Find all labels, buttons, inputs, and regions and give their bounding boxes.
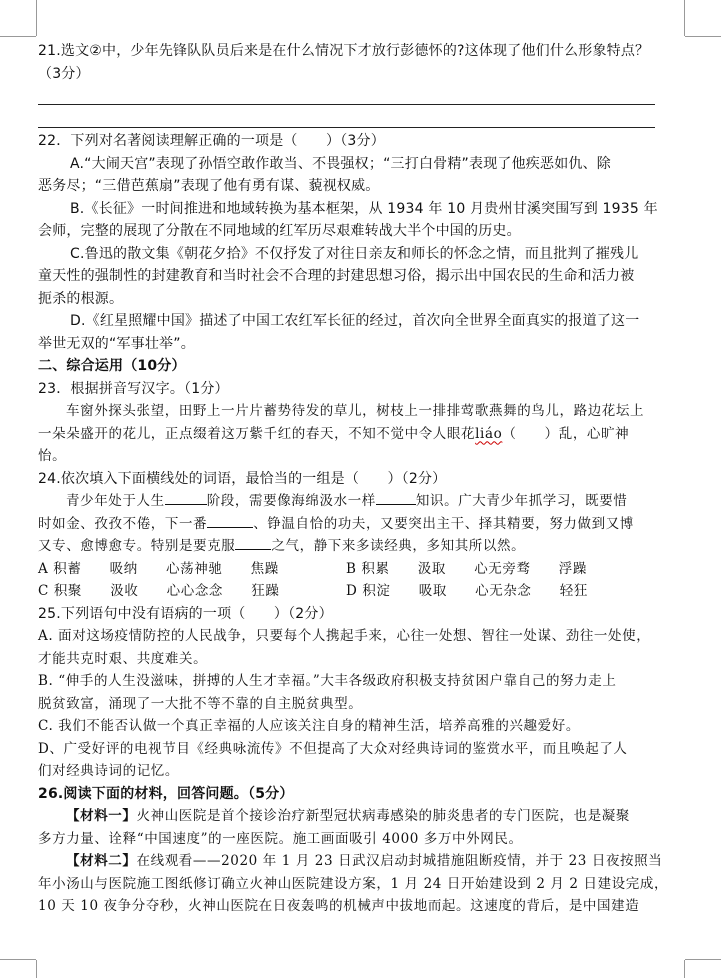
question-22-stem: 22．下列对名著阅读理解正确的一项是（ ）（3分）: [38, 133, 385, 149]
material-1: [38, 805, 688, 828]
question-26-stem: 26.阅读下面的材料，回答问题。（5分）: [38, 785, 294, 802]
option-c-cont: 童天性的强制性的封建教育和当时社会不合理的封建思想习俗，揭示出中国农民的生命和活力被: [38, 268, 635, 284]
material-2: [38, 850, 688, 873]
passage-text: 时如金、孜孜不倦，下一番: [38, 515, 208, 532]
passage-text: 之气，静下来多读经典，多知其所以然。: [271, 538, 526, 554]
option-d: D.《红星照耀中国》描述了中国工农红军长征的经过，首次向全世界全面真实的报道了这一: [70, 313, 640, 329]
question-21-text: 21.选文②中，少年先锋队队员后来是在什么情况下才放行彭德怀的?这体现了他们什么形象特点？: [38, 43, 650, 59]
question-22: [38, 130, 688, 355]
crop-mark: [684, 0, 685, 36]
question-21: [38, 40, 688, 130]
question-21-score: （3分）: [38, 65, 90, 82]
question-24-passage: [38, 535, 688, 558]
crop-mark: [0, 36, 36, 37]
question-24-passage: [38, 513, 688, 536]
option-c-cont: 扼杀的根源。: [38, 290, 124, 307]
fill-blank[interactable]: [165, 490, 207, 505]
option-c: C.鲁迅的散文集《朝花夕拾》不仅抒发了对往日亲友和师长的怀念之情，而且批判了摧残儿: [70, 245, 639, 262]
question-23-passage: 怡。: [38, 448, 67, 464]
option-d[interactable]: D 积淀 吸取 心无杂念 轻狂: [346, 583, 588, 599]
crop-mark: [685, 959, 721, 960]
question-26: [38, 783, 688, 918]
question-23-stem: 23．根据拼音写汉字。（1分）: [38, 380, 229, 397]
answer-line[interactable]: [38, 85, 688, 108]
question-24: [38, 468, 688, 603]
pinyin: liáo: [475, 425, 503, 442]
material-2-cont: 10 天 10 夜争分夺秒，火神山医院在日夜轰鸣的机械声中拔地而起。这速度的背后，是中国建造: [38, 898, 640, 914]
passage-text: 一朵朵盛开的花儿，正点缀着这万紫千红的春天，不知不觉中令人眼花: [38, 425, 476, 442]
option-d: D、广受好评的电视节目《经典咏流传》不但提高了大众对经典诗词的鉴赏水平，而且唤起了人: [38, 740, 628, 757]
material-text: 在线观看——2020 年 1 月 23 日武汉启动封城措施阻断疫情，并于 23 日夜按照当: [136, 853, 663, 869]
option-b-cont: 脱贫致富，涌现了一大批不等不靠的自主脱贫典型。: [38, 695, 363, 712]
material-1-cont: 多方力量、诠释“中国速度”的一座医院。施工画面吸引 4000 多万中外网民。: [38, 830, 523, 847]
options-row: [38, 558, 688, 581]
option-a-cont: 恶务尽；“三借芭蕉扇”表现了他有勇有谋、藐视权威。: [38, 178, 380, 194]
option-b[interactable]: B 积累 汲取 心无旁骛 浮躁: [346, 560, 588, 577]
option-d-cont: 举世无双的“军事壮举”。: [38, 335, 195, 352]
crop-mark: [0, 959, 36, 960]
fill-blank[interactable]: [207, 513, 253, 528]
answer-line[interactable]: [38, 108, 688, 131]
option-a: A.“大闹天宫”表现了孙悟空敢作敢当、不畏强权；“三打白骨精”表现了他疾恶如仇、除: [70, 155, 611, 172]
material-text: 火神山医院是首个接诊治疗新型冠状病毒感染的肺炎患者的专门医院，也是凝聚: [136, 808, 630, 824]
passage-text: 、铮温自恰的功夫，又要突出主干、择其精要，努力做到又博: [253, 515, 634, 532]
question-23-passage: [38, 423, 688, 446]
fill-blank[interactable]: [235, 535, 271, 550]
passage-text: 知识。广大青少年抓学习，既要惜: [415, 493, 628, 509]
question-25-stem: 25.下列语句中没有语病的一项（ ）（2分）: [38, 605, 333, 622]
blank-paren[interactable]: （ ）乱，心旷神: [502, 425, 630, 442]
section-heading: 二、综合运用（10分）: [38, 358, 186, 374]
crop-mark: [36, 960, 37, 978]
question-25: [38, 603, 688, 783]
question-24-passage: [38, 490, 688, 513]
question-24-stem: 24.依次填入下面横线处的词语，最恰当的一组是（ ）（2分）: [38, 470, 447, 487]
option-a[interactable]: A 积蓄 吸纳 心荡神驰 焦躁: [38, 560, 279, 577]
options-row: [38, 580, 688, 603]
option-a: A. 面对这场疫情防控的人民战争，只要每个人携起手来，心往一处想、智往一处谋、劲往一处使，: [38, 628, 651, 644]
option-c[interactable]: C 积聚 汲收 心心念念 狂躁: [38, 583, 280, 599]
crop-mark: [36, 0, 37, 36]
fill-blank[interactable]: [376, 490, 416, 505]
option-b: B.《长征》一时间推进和地域转换为基本框架，从 1934 年 10 月贵州甘溪突围写到 1935 年: [70, 200, 658, 217]
option-d-cont: 们对经典诗词的记忆。: [38, 763, 179, 779]
option-a-cont: 才能共克时艰、共度难关。: [38, 650, 208, 667]
material-label: 【材料一】: [66, 808, 137, 824]
material-label: 【材料二】: [66, 853, 137, 869]
material-2-cont: 年小汤山与医院施工图纸修订确立火神山医院建设方案，1 月 24 日开始建设到 2 月 2 日建设完成，: [38, 875, 669, 892]
passage-text: 青少年处于人生: [66, 493, 165, 509]
exam-page: [38, 40, 688, 918]
crop-mark: [685, 36, 721, 37]
option-b-cont: 会师，完整的展现了分散在不同地域的红军历尽艰难转战大半个中国的历史。: [38, 223, 521, 239]
passage-text: 阶段，需要像海绵汲水一样: [206, 493, 376, 509]
option-c: C. 我们不能否认做一个真正幸福的人应该关注自身的精神生活，培养高雅的兴趣爱好。: [38, 718, 580, 734]
question-23: [38, 378, 688, 468]
crop-mark: [684, 960, 685, 978]
question-23-passage: 车窗外探头张望，田野上一片片蓄势待发的草儿，树枝上一排排莺歌燕舞的鸟儿，路边花坛上: [66, 403, 645, 419]
passage-text: 又专、愈博愈专。特别是要克服: [38, 538, 236, 554]
option-b: B. “伸手的人生没滋味，拼搏的人生才幸福。”大丰各级政府积极支持贫困户靠自己的努力走上: [38, 673, 617, 689]
